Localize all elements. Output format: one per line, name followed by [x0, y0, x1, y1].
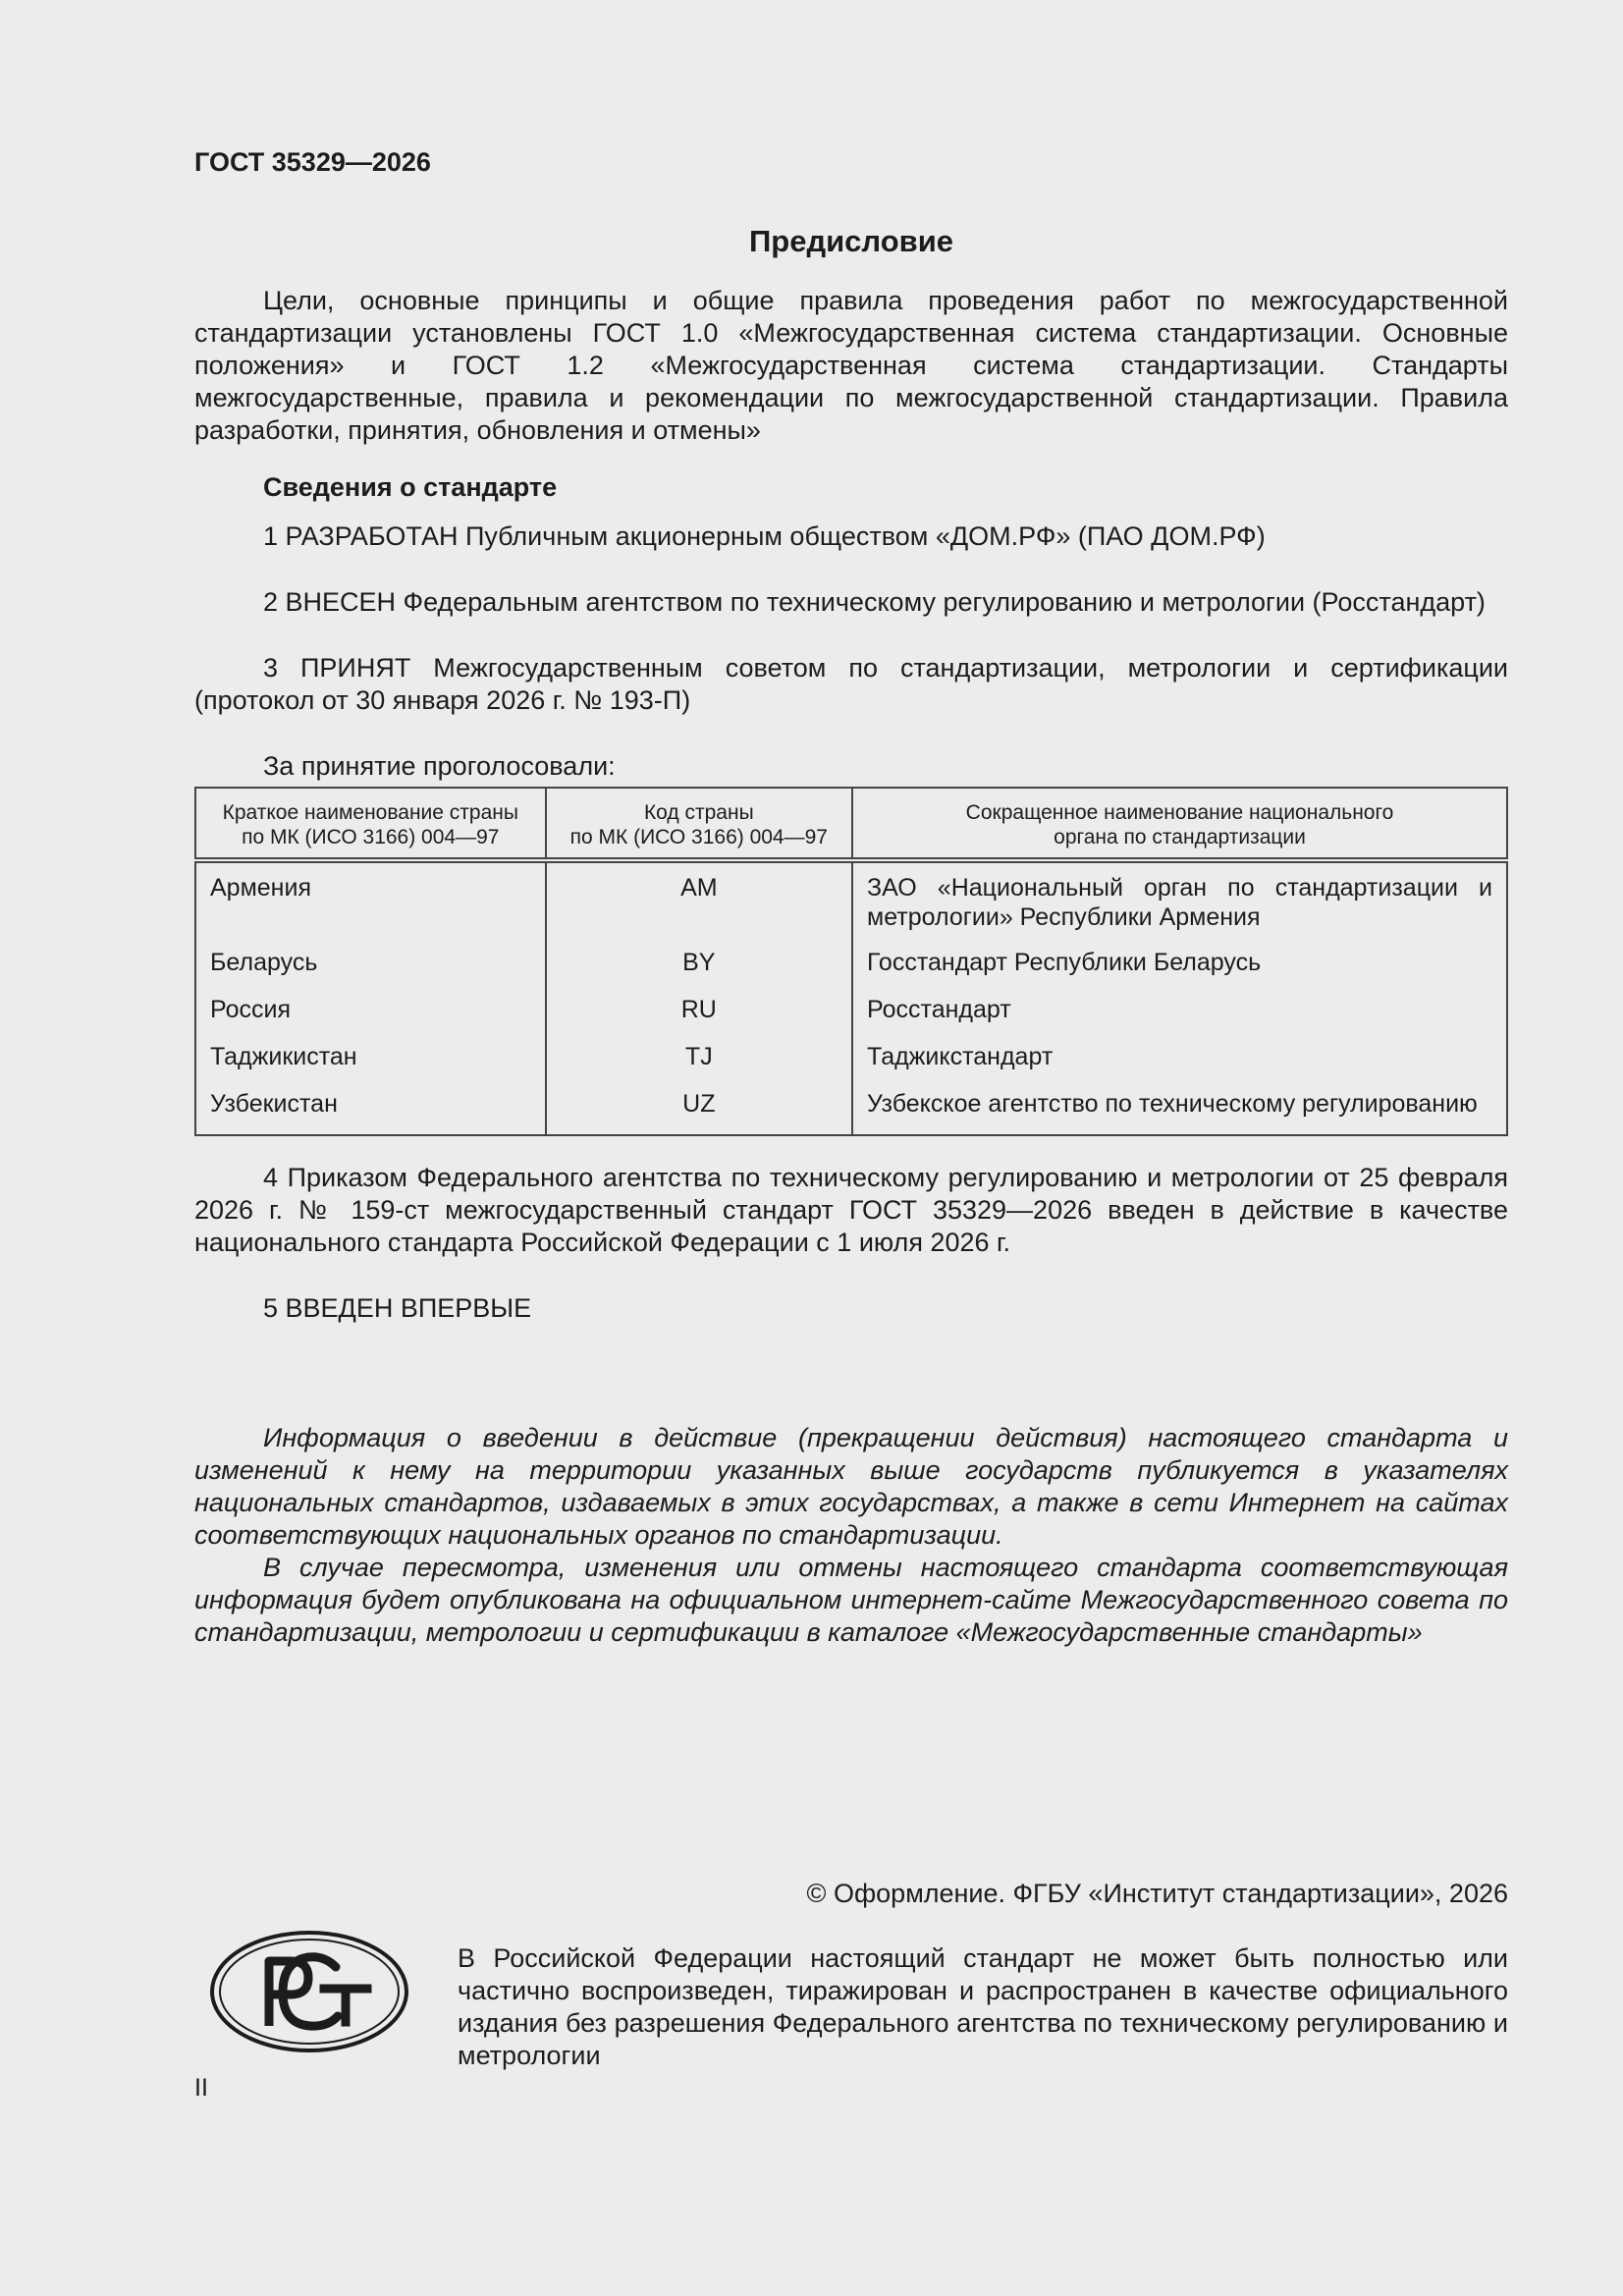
country-cell: Таджикистан — [195, 1038, 546, 1085]
table-row — [195, 944, 1507, 991]
notice-text-2: В случае пересмотра, изменения или отмены настоящего стандарта соответствующая информация будет опубликована на официальном интернет-сайте Межгосударственного совета по стандартизации, метрологии и сертификации в каталоге «Межгосударственные стандарты» — [194, 1553, 1508, 1647]
table-row — [195, 991, 1507, 1038]
item-adopted-text: 3 ПРИНЯТ Межгосударственным советом по стандартизации, метрологии и сертификации (протокол от 30 января 2026 г. № 193-П) — [194, 653, 1508, 715]
header-country-code-line1: Код страны — [643, 801, 754, 824]
notice-text-1: Информация о введении в действие (прекращении действия) настоящего стандарта и изменений к нему на территории указанных выше государств публикуется в указателях национальных стандартов, издаваемых в этих государствах, а также в сети Интернет на сайтах соответствующих национальных органов по стандартизации. — [194, 1423, 1508, 1550]
table-row — [195, 860, 1507, 944]
country-cell: Россия — [195, 991, 546, 1038]
table-row — [195, 1038, 1507, 1085]
code-cell: RU — [546, 991, 852, 1038]
country-cell: Армения — [195, 860, 546, 944]
header-national-body-line2: органа по стандартизации — [1054, 826, 1306, 848]
notice-block — [194, 1422, 1508, 1649]
body-cell: Узбекское агентство по техническому регулированию — [852, 1085, 1507, 1135]
code-cell: TJ — [546, 1038, 852, 1085]
country-cell: Узбекистан — [195, 1085, 546, 1135]
header-country-code-line2: по МК (ИСО 3166) 004—97 — [569, 826, 828, 848]
item-introduced: 2 ВНЕСЕН Федеральным агентством по техническому регулированию и метрологии (Росстандарт) — [263, 587, 1486, 617]
code-cell: UZ — [546, 1085, 852, 1135]
body-cell: Госстандарт Республики Беларусь — [852, 944, 1507, 991]
country-cell: Беларусь — [195, 944, 546, 991]
rights-notice — [458, 1942, 1508, 2072]
header-country-name — [195, 788, 546, 860]
intro-text: Цели, основные принципы и общие правила проведения работ по межгосударственной стандартизации установлены ГОСТ 1.0 «Межгосударственная система стандартизации. Основные положения» и ГОСТ 1.2 «Межгосударственная система стандартизации. Стандарты межгосударственные, правила и рекомендации по межгосударственной стандартизации. Правила разработки, принятия, обновления и отмены» — [194, 286, 1508, 445]
document-id: ГОСТ 35329—2026 — [194, 147, 431, 177]
voted-label: За принятие проголосовали: — [263, 751, 616, 781]
notice-paragraph-2 — [194, 1552, 1508, 1649]
header-country-code — [546, 788, 852, 860]
code-cell: AM — [546, 860, 852, 944]
page-number: II — [194, 2074, 208, 2102]
item-order — [194, 1162, 1508, 1259]
item-adopted — [194, 652, 1508, 717]
item-developed: 1 РАЗРАБОТАН Публичным акционерным обществом «ДОМ.РФ» (ПАО ДОМ.РФ) — [263, 521, 1266, 551]
copyright-line: © Оформление. ФГБУ «Институт стандартизации», 2026 — [806, 1879, 1508, 1908]
header-national-body — [852, 788, 1507, 860]
standard-info-heading: Сведения о стандарте — [263, 472, 558, 502]
page-title: Предисловие — [748, 224, 953, 258]
rights-text: В Российской Федерации настоящий стандарт не может быть полностью или частично воспроизведен, тиражирован и распространен в качестве официального издания без разрешения Федерального агентства по техническому регулированию и метрологии — [458, 1943, 1508, 2070]
body-cell: ЗАО «Национальный орган по стандартизации и метрологии» Республики Армения — [852, 860, 1507, 944]
item-order-text: 4 Приказом Федерального агентства по техническому регулированию и метрологии от 25 февраля 2026 г. № 159-ст межгосударственный стандарт ГОСТ 35329—2026 введен в действие в качестве национального стандарта Российской Федерации с 1 июля 2026 г. — [194, 1163, 1508, 1257]
table-row — [195, 1085, 1507, 1135]
notice-paragraph-1 — [194, 1422, 1508, 1552]
vote-table-header — [195, 788, 1507, 860]
body-cell: Таджикстандарт — [852, 1038, 1507, 1085]
rst-logo-icon — [208, 1928, 410, 2055]
header-national-body-line1: Сокращенное наименование национального — [965, 801, 1394, 824]
intro-paragraph — [194, 285, 1508, 447]
item-first-time: 5 ВВЕДЕН ВПЕРВЫЕ — [263, 1293, 532, 1323]
header-country-name-line2: по МК (ИСО 3166) 004—97 — [242, 826, 500, 848]
header-country-name-line1: Краткое наименование страны — [222, 801, 518, 824]
code-cell: BY — [546, 944, 852, 991]
vote-table — [194, 787, 1508, 1136]
body-cell: Росстандарт — [852, 991, 1507, 1038]
